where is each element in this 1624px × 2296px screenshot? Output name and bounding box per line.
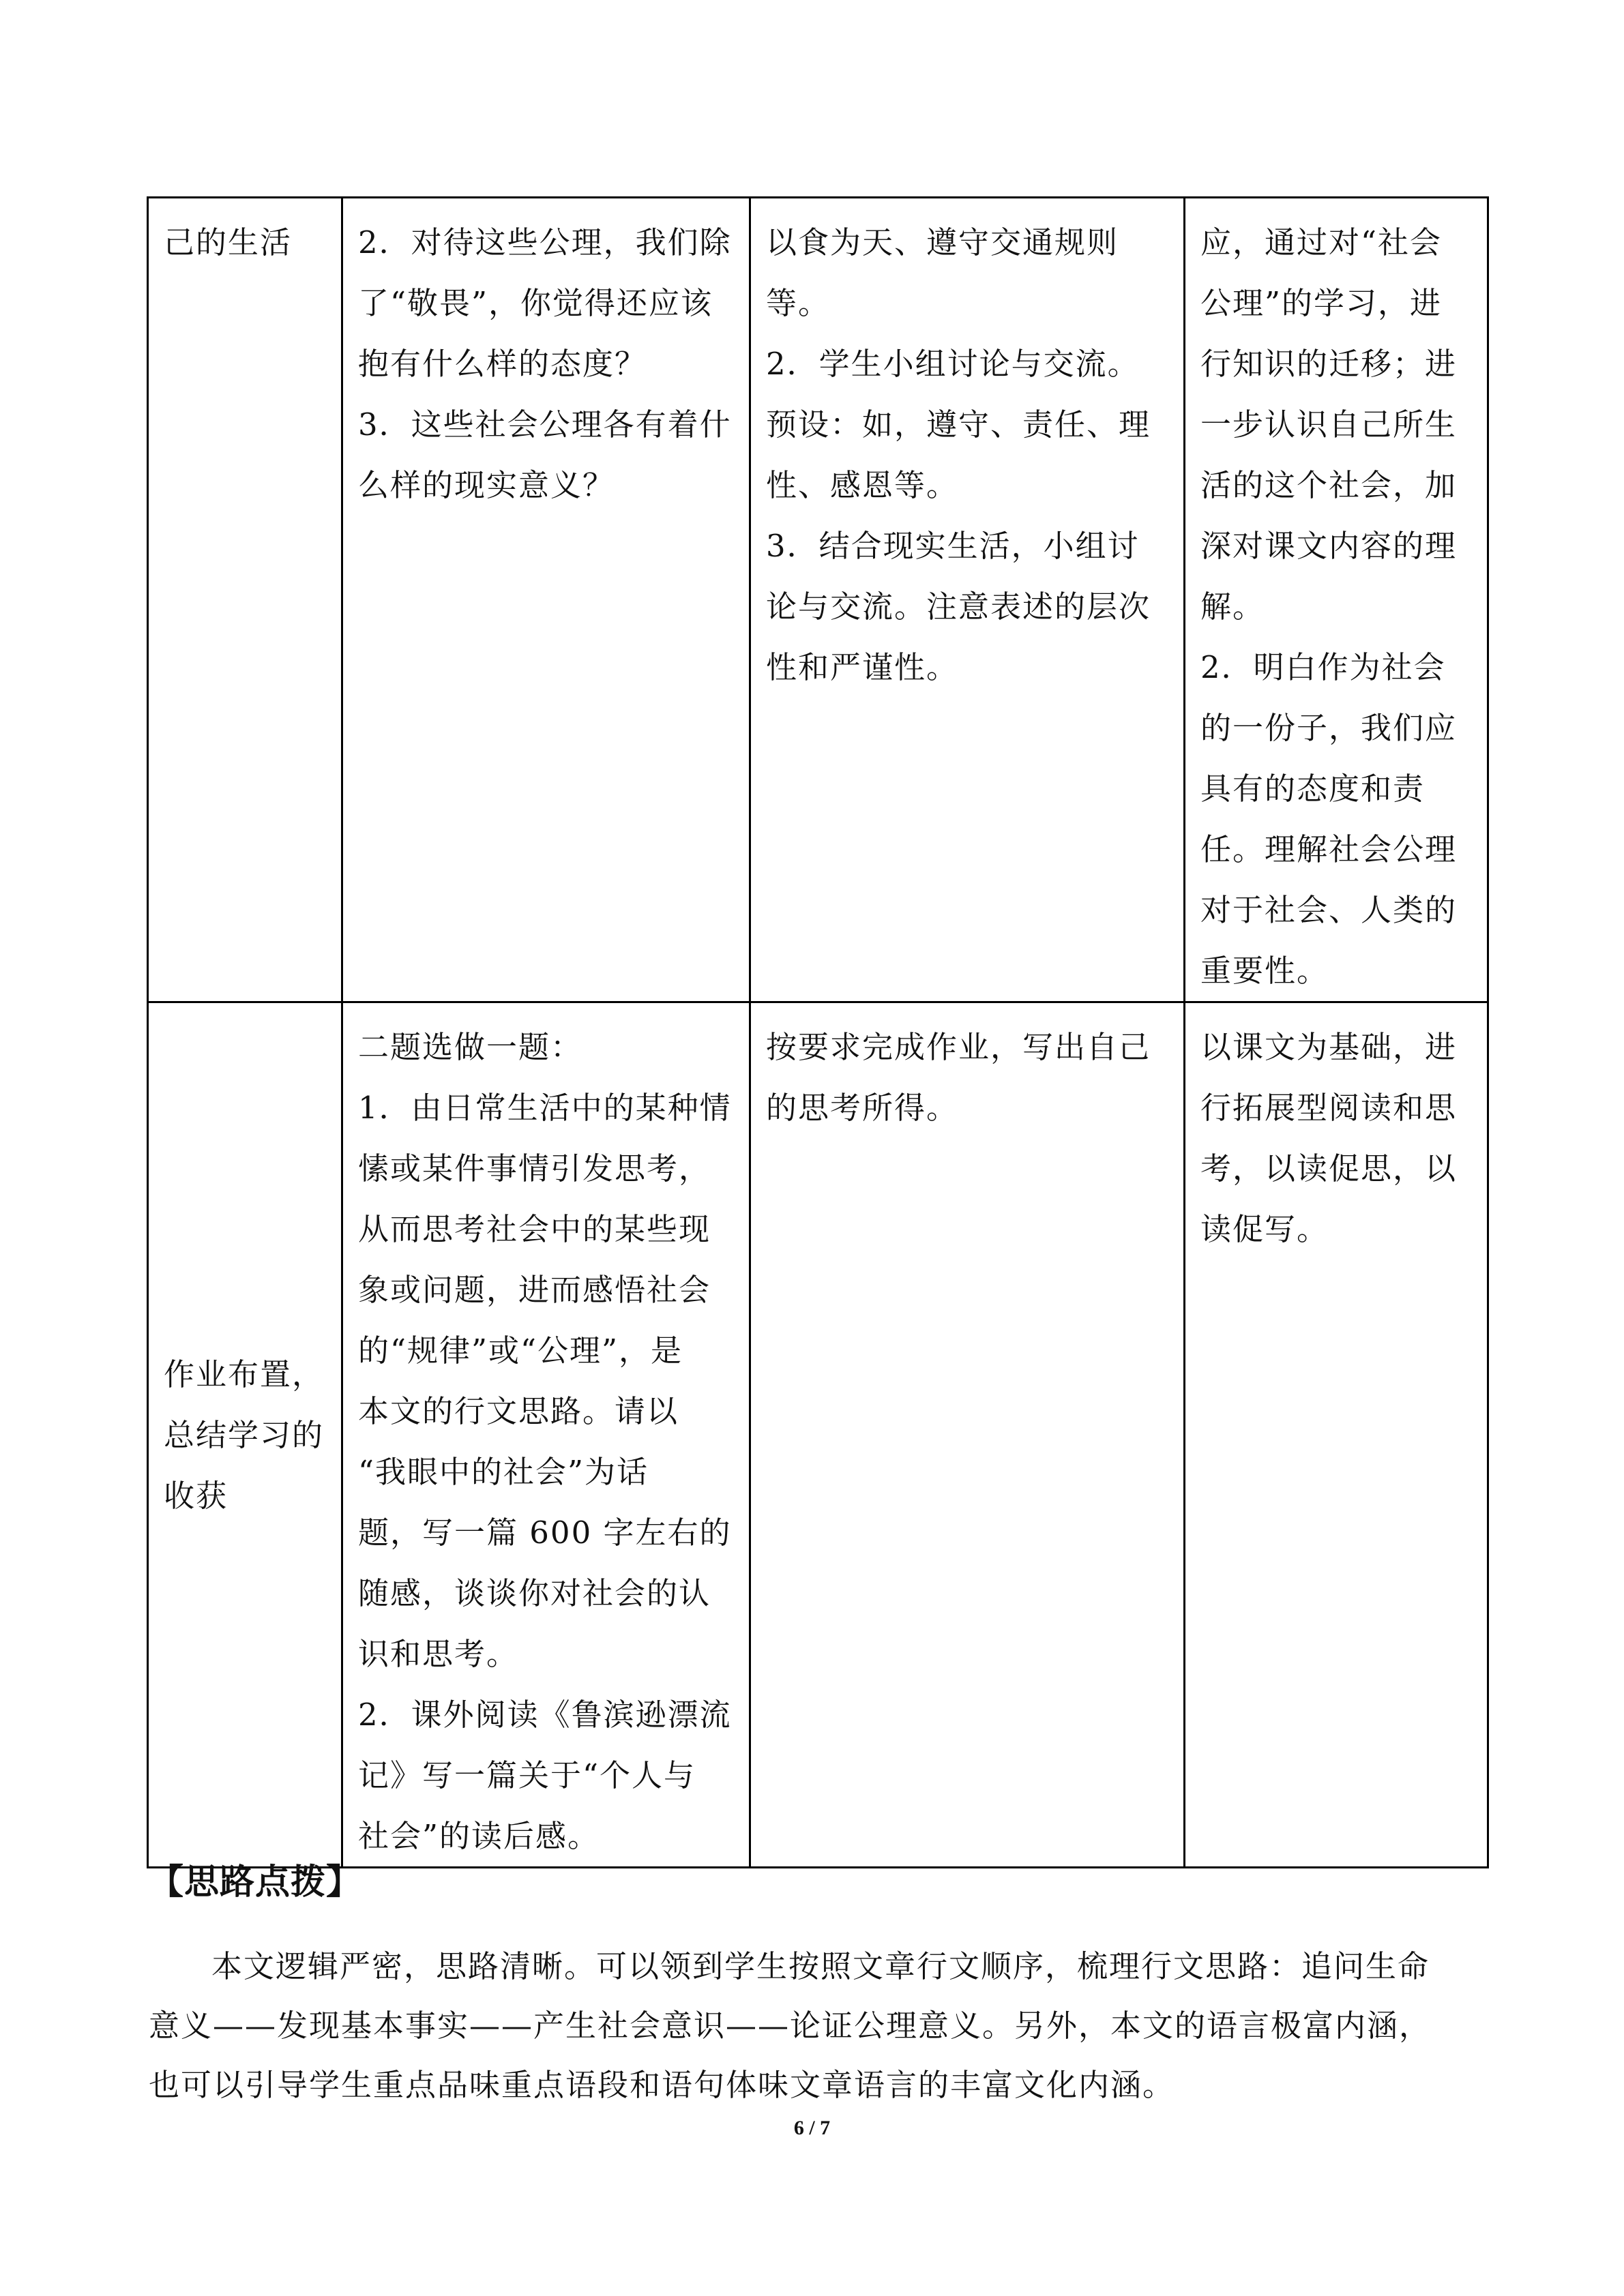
- cell-line: 愫或某件事情引发思考，: [358, 1150, 711, 1187]
- student-activity-cell: [750, 198, 1185, 1002]
- cell-line: 的一份子，我们应: [1200, 710, 1458, 746]
- stage-cell: [148, 198, 342, 1002]
- cell-line: 活的这个社会，加: [1200, 467, 1458, 503]
- cell-line: 性、感恩等。: [766, 467, 959, 503]
- cell-line: 了“敬畏”，你觉得还应该: [358, 285, 713, 321]
- cell-line: 从而思考社会中的某些现: [358, 1211, 711, 1247]
- student-activity-cell: [750, 1002, 1185, 1868]
- cell-line: 么样的现实意义？: [358, 467, 615, 503]
- cell-line: 3．这些社会公理各有着什: [358, 406, 732, 443]
- cell-line: 记》写一篇关于“个人与: [358, 1757, 696, 1793]
- cell-line: 应，通过对“社会: [1200, 224, 1443, 260]
- design-intent-cell: [1185, 198, 1488, 1002]
- cell-line: 性和严谨性。: [766, 649, 959, 685]
- cell-line: 1．由日常生活中的某种情: [358, 1090, 732, 1126]
- design-intent-cell: [1185, 1002, 1488, 1868]
- cell-line: 己的生活: [164, 224, 293, 260]
- cell-line: 2．明白作为社会: [1200, 649, 1446, 685]
- page-number: 6 / 7: [793, 2117, 831, 2139]
- cell-line: 社会”的读后感。: [358, 1818, 600, 1854]
- cell-line: 重要性。: [1200, 953, 1329, 989]
- teacher-activity-cell: [342, 1002, 750, 1868]
- section-heading: 【思路点拨】: [149, 1862, 362, 1903]
- cell-line: 论与交流。注意表述的层次: [766, 588, 1151, 625]
- cell-line: 任。理解社会公理: [1200, 831, 1458, 867]
- cell-line: 识和思考。: [358, 1636, 519, 1672]
- cell-line: “我眼中的社会”为话: [358, 1454, 649, 1490]
- cell-line: 本文的行文思路。请以: [358, 1393, 679, 1429]
- section-paragraph: [149, 1937, 1492, 2115]
- cell-line: 收获: [164, 1477, 228, 1514]
- cell-line: 行拓展型阅读和思: [1200, 1090, 1458, 1126]
- teacher-activity-cell: [342, 198, 750, 1002]
- stage-cell: [148, 1002, 342, 1868]
- cell-line: 一步认识自己所生: [1200, 406, 1458, 443]
- cell-line: 读促写。: [1200, 1211, 1329, 1247]
- cell-line: 3．结合现实生活，小组讨: [766, 528, 1140, 564]
- paragraph-line: 本文逻辑严密，思路清晰。可以领到学生按照文章行文顺序，梳理行文思路：追问生命: [211, 1948, 1430, 1984]
- cell-line: 二题选做一题：: [358, 1029, 583, 1065]
- cell-line: 的思考所得。: [766, 1090, 959, 1126]
- cell-line: 总结学习的: [164, 1416, 325, 1453]
- cell-line: 具有的态度和责: [1200, 771, 1426, 807]
- cell-line: 考，以读促思，以: [1200, 1150, 1458, 1187]
- cell-line: 解。: [1200, 588, 1265, 625]
- cell-line: 2．课外阅读《鲁滨逊漂流: [358, 1697, 732, 1733]
- lesson-plan-table: [147, 196, 1489, 1868]
- paragraph-line: 意义——发现基本事实——产生社会意识——论证公理意义。另外，本文的语言极富内涵，: [149, 2008, 1432, 2044]
- cell-line: 预设：如，遵守、责任、理: [766, 406, 1151, 443]
- table-row: [148, 198, 1488, 1002]
- cell-line: 题，写一篇 600 字左右的: [358, 1515, 732, 1551]
- cell-line: 抱有什么样的态度？: [358, 346, 647, 382]
- cell-line: 对于社会、人类的: [1200, 892, 1458, 928]
- cell-line: 等。: [766, 285, 831, 321]
- cell-line: 公理”的学习，进: [1200, 285, 1443, 321]
- cell-line: 以课文为基础，进: [1200, 1029, 1458, 1065]
- cell-line: 2．对待这些公理，我们除: [358, 224, 732, 260]
- cell-line: 2．学生小组讨论与交流。: [766, 346, 1140, 382]
- cell-line: 作业布置，: [164, 1356, 325, 1392]
- paragraph-line: 也可以引导学生重点品味重点语段和语句体味文章语言的丰富文化内涵。: [149, 2067, 1175, 2103]
- cell-line: 象或问题，进而感悟社会: [358, 1272, 711, 1308]
- cell-line: 的“规律”或“公理”，是: [358, 1332, 683, 1369]
- cell-line: 行知识的迁移；进: [1200, 346, 1458, 382]
- table-row: [148, 1002, 1488, 1868]
- cell-line: 按要求完成作业，写出自己: [766, 1029, 1151, 1065]
- cell-line: 随感，谈谈你对社会的认: [358, 1575, 711, 1611]
- cell-line: 深对课文内容的理: [1200, 528, 1458, 564]
- cell-line: 以食为天、遵守交通规则: [766, 224, 1119, 260]
